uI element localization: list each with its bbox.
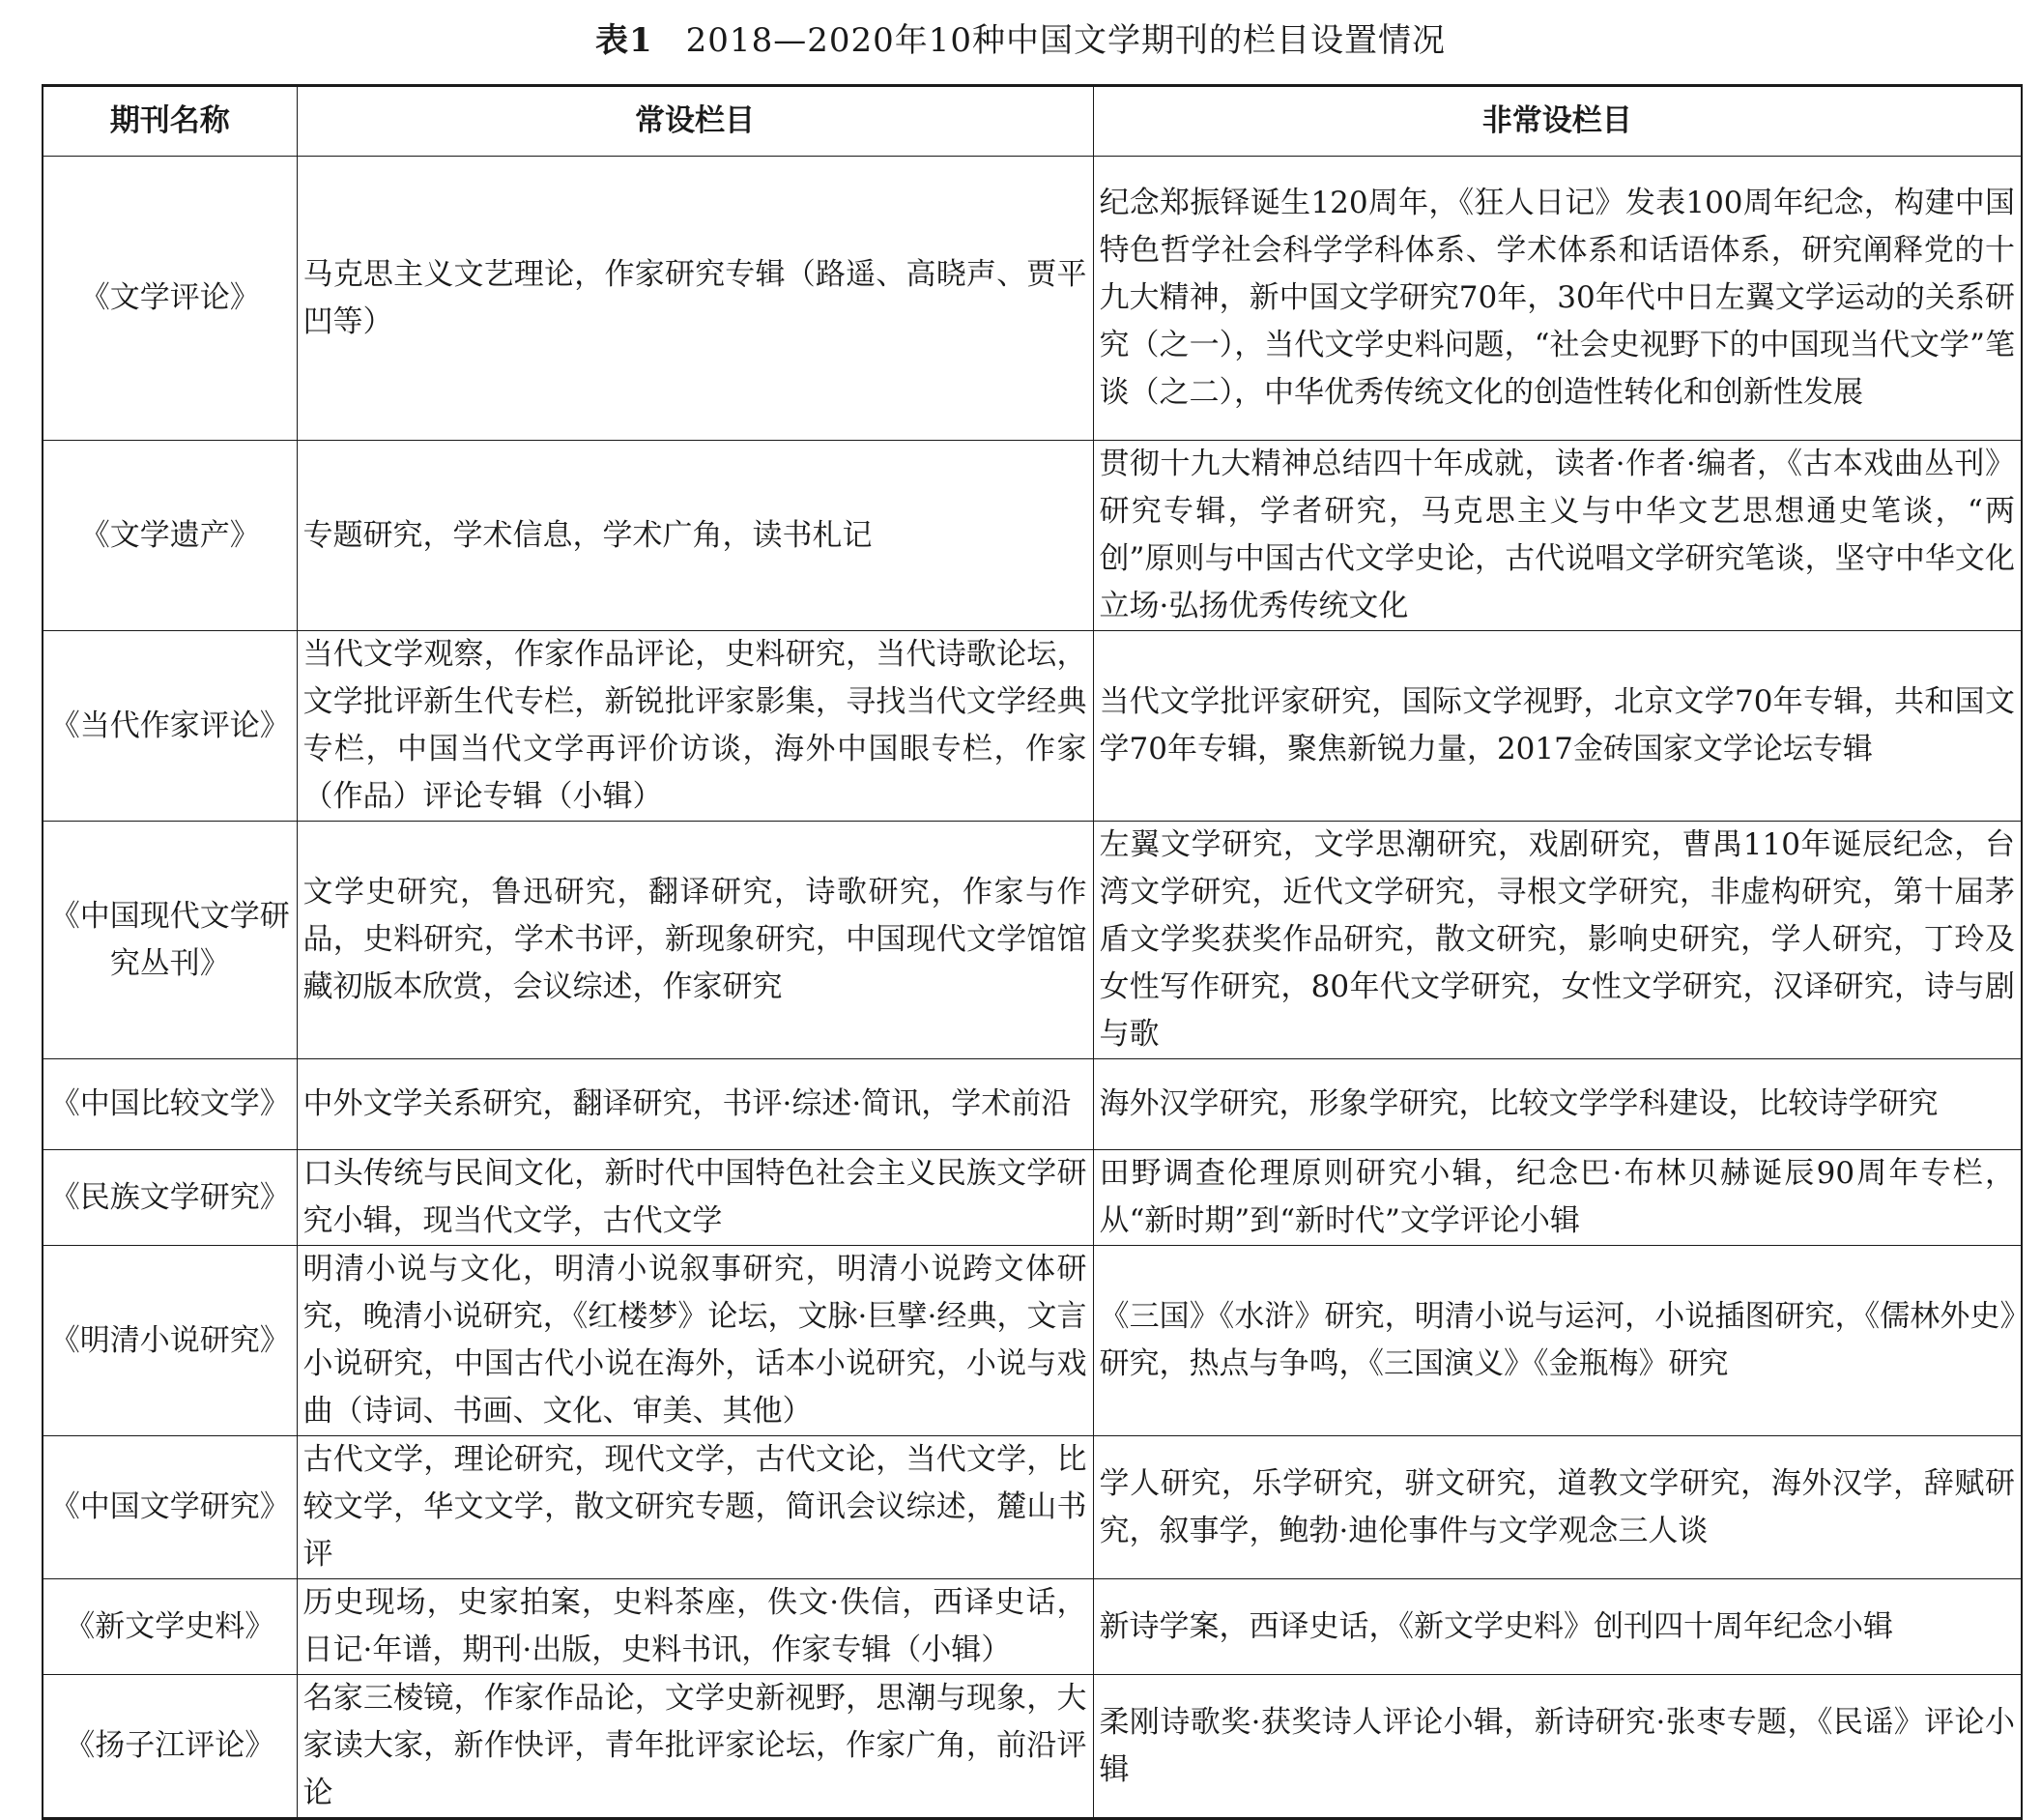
table-row xyxy=(43,1059,2022,1150)
regular-columns-cell: 当代文学观察，作家作品评论，史料研究，当代诗歌论坛，文学批评新生代专栏，新锐批评家影集，寻找当代文学经典专栏，中国当代文学再评价访谈，海外中国眼专栏，作家（作品）评论专辑（小辑） xyxy=(297,631,1093,822)
journal-name-cell: 《中国比较文学》 xyxy=(43,1059,297,1150)
journal-name-cell: 《扬子江评论》 xyxy=(43,1675,297,1819)
regular-columns-cell: 明清小说与文化，明清小说叙事研究，明清小说跨文体研究，晚清小说研究，《红楼梦》论坛，文脉·巨擘·经典，文言小说研究，中国古代小说在海外，话本小说研究，小说与戏曲（诗词、书画、文化、审美、其他） xyxy=(297,1246,1093,1436)
irregular-columns-cell: 海外汉学研究，形象学研究，比较文学学科建设，比较诗学研究 xyxy=(1093,1059,2022,1150)
header-irregular-columns: 非常设栏目 xyxy=(1093,86,2022,157)
header-regular-columns: 常设栏目 xyxy=(297,86,1093,157)
irregular-columns-cell: 学人研究，乐学研究，骈文研究，道教文学研究，海外汉学，辞赋研究，叙事学，鲍勃·迪伦事件与文学观念三人谈 xyxy=(1093,1436,2022,1579)
table-caption xyxy=(0,17,2041,64)
irregular-columns-cell: 左翼文学研究，文学思潮研究，戏剧研究，曹禺110年诞辰纪念，台湾文学研究，近代文学研究，寻根文学研究，非虚构研究，第十届茅盾文学奖获奖作品研究，散文研究，影响史研究，学人研究，丁玲及女性写作研究，80年代文学研究，女性文学研究，汉译研究，诗与剧与歌 xyxy=(1093,822,2022,1059)
journal-name-cell: 《文学遗产》 xyxy=(43,441,297,631)
journal-name-cell: 《文学评论》 xyxy=(43,157,297,441)
table-title: 2018—2020年10种中国文学期刊的栏目设置情况 xyxy=(685,21,1446,60)
regular-columns-cell: 名家三棱镜，作家作品论，文学史新视野，思潮与现象，大家读大家，新作快评，青年批评家论坛，作家广角，前沿评论 xyxy=(297,1675,1093,1819)
table-row xyxy=(43,822,2022,1059)
irregular-columns-cell: 当代文学批评家研究，国际文学视野，北京文学70年专辑，共和国文学70年专辑，聚焦新锐力量，2017金砖国家文学论坛专辑 xyxy=(1093,631,2022,822)
irregular-columns-cell: 田野调查伦理原则研究小辑，纪念巴·布林贝赫诞辰90周年专栏，从“新时期”到“新时代”文学评论小辑 xyxy=(1093,1150,2022,1246)
journal-name-cell: 《新文学史料》 xyxy=(43,1579,297,1675)
irregular-columns-cell: 《三国》《水浒》研究，明清小说与运河，小说插图研究，《儒林外史》研究，热点与争鸣，《三国演义》《金瓶梅》研究 xyxy=(1093,1246,2022,1436)
journal-name-cell: 《中国现代文学研究丛刊》 xyxy=(43,822,297,1059)
journal-name-cell: 《中国文学研究》 xyxy=(43,1436,297,1579)
journal-name-cell: 《明清小说研究》 xyxy=(43,1246,297,1436)
regular-columns-cell: 中外文学关系研究，翻译研究，书评·综述·简讯，学术前沿 xyxy=(297,1059,1093,1150)
table-row xyxy=(43,1436,2022,1579)
regular-columns-cell: 口头传统与民间文化，新时代中国特色社会主义民族文学研究小辑，现当代文学，古代文学 xyxy=(297,1150,1093,1246)
table-header-row xyxy=(43,86,2022,157)
table-row xyxy=(43,157,2022,441)
irregular-columns-cell: 纪念郑振铎诞生120周年，《狂人日记》发表100周年纪念，构建中国特色哲学社会科学学科体系、学术体系和话语体系，研究阐释党的十九大精神，新中国文学研究70年，30年代中日左翼文学运动的关系研究（之一），当代文学史料问题，“社会史视野下的中国现当代文学”笔谈（之二），中华优秀传统文化的创造性转化和创新性发展 xyxy=(1093,157,2022,441)
table-row xyxy=(43,1150,2022,1246)
header-journal-name: 期刊名称 xyxy=(43,86,297,157)
irregular-columns-cell: 柔刚诗歌奖·获奖诗人评论小辑，新诗研究·张枣专题，《民谣》评论小辑 xyxy=(1093,1675,2022,1819)
irregular-columns-cell: 新诗学案，西译史话，《新文学史料》创刊四十周年纪念小辑 xyxy=(1093,1579,2022,1675)
journal-name-cell: 《当代作家评论》 xyxy=(43,631,297,822)
table-row xyxy=(43,631,2022,822)
regular-columns-cell: 文学史研究，鲁迅研究，翻译研究，诗歌研究，作家与作品，史料研究，学术书评，新现象研究，中国现代文学馆馆藏初版本欣赏，会议综述，作家研究 xyxy=(297,822,1093,1059)
table-row xyxy=(43,1579,2022,1675)
regular-columns-cell: 马克思主义文艺理论，作家研究专辑（路遥、高晓声、贾平凹等） xyxy=(297,157,1093,441)
regular-columns-cell: 古代文学，理论研究，现代文学，古代文论，当代文学，比较文学，华文文学，散文研究专题，简讯会议综述，麓山书评 xyxy=(297,1436,1093,1579)
regular-columns-cell: 历史现场，史家拍案，史料茶座，佚文·佚信，西译史话，日记·年谱，期刊·出版，史料书讯，作家专辑（小辑） xyxy=(297,1579,1093,1675)
regular-columns-cell: 专题研究，学术信息，学术广角，读书札记 xyxy=(297,441,1093,631)
irregular-columns-cell: 贯彻十九大精神总结四十年成就，读者·作者·编者，《古本戏曲丛刊》研究专辑，学者研究，马克思主义与中华文艺思想通史笔谈，“两创”原则与中国古代文学史论，古代说唱文学研究笔谈，坚守中华文化立场·弘扬优秀传统文化 xyxy=(1093,441,2022,631)
table-row xyxy=(43,1675,2022,1819)
journal-name-cell: 《民族文学研究》 xyxy=(43,1150,297,1246)
table-row xyxy=(43,441,2022,631)
journal-columns-table xyxy=(42,84,2023,1820)
table-row xyxy=(43,1246,2022,1436)
table-number: 表1 xyxy=(595,21,653,60)
